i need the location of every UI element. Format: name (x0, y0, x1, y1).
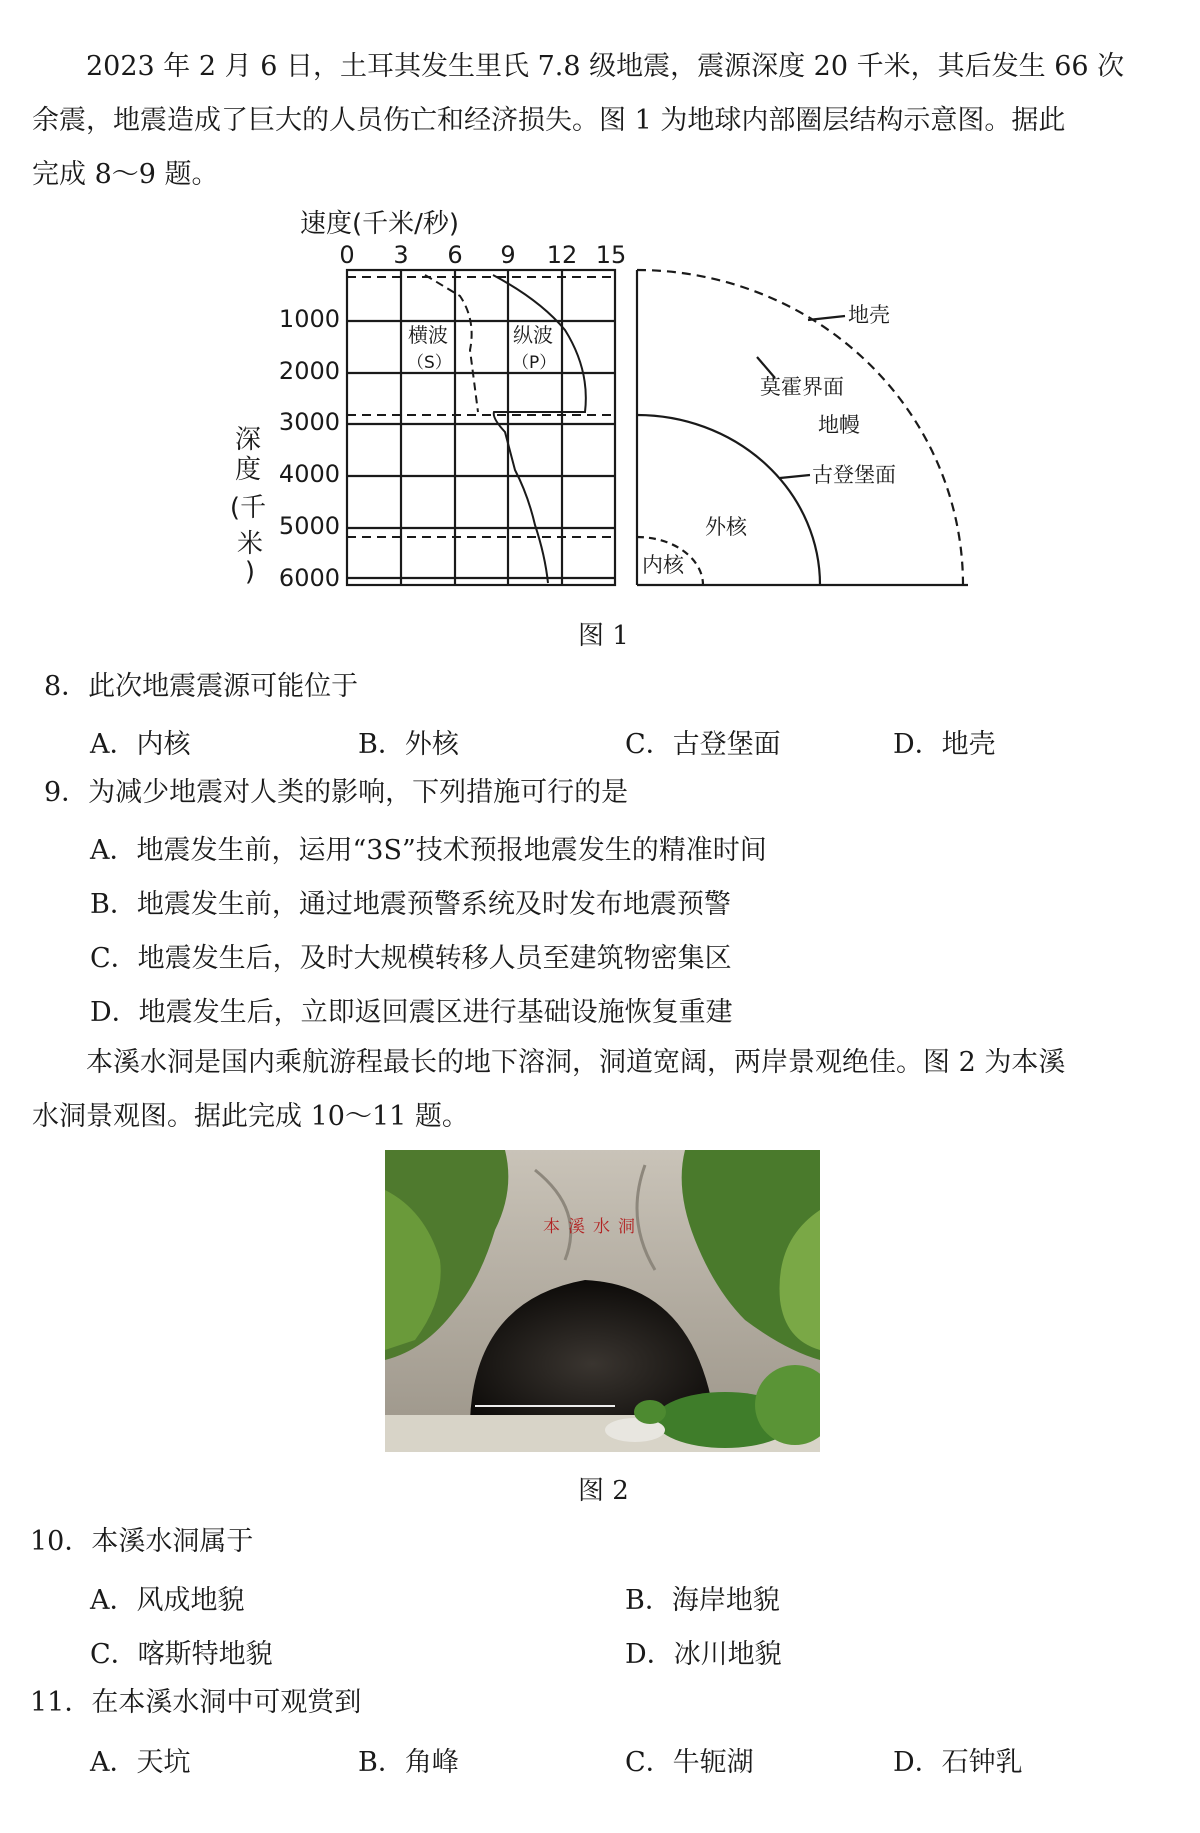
svg-text:深: 深 (234, 425, 262, 455)
q8-option-d[interactable]: D．地壳 (893, 729, 996, 760)
q11-option-d[interactable]: D．石钟乳 (893, 1747, 1023, 1778)
depth-tick: 1000 (278, 305, 340, 333)
speed-tick: 12 (546, 241, 578, 269)
depth-tick: 6000 (278, 564, 340, 592)
q11-option-b[interactable]: B．角峰 (358, 1747, 459, 1778)
intro-line-2: 余震，地震造成了巨大的人员伤亡和经济损失。图 1 为地球内部圈层结构示意图。据此 (32, 105, 1066, 136)
svg-text:): ) (244, 557, 256, 587)
p-wave-sub: （P） (512, 353, 557, 373)
crust-label: 地壳 (848, 303, 890, 327)
intro2-line-2: 水洞景观图。据此完成 10～11 题。 (32, 1101, 469, 1132)
speed-tick: 15 (595, 241, 627, 269)
q10-option-b[interactable]: B．海岸地貌 (625, 1585, 780, 1616)
depth-ticks (279, 305, 340, 592)
intro-line-1: 2023 年 2 月 6 日，土耳其发生里氏 7.8 级地震，震源深度 20 千米，其后发生 66 次 (86, 51, 1125, 82)
q10-option-c[interactable]: C．喀斯特地貌 (90, 1639, 273, 1670)
depth-tick: 4000 (278, 460, 340, 488)
earth-quarter-diagram (637, 270, 968, 585)
cave-sign-text: 本溪水洞 (543, 1217, 643, 1237)
q11-stem: 11．在本溪水洞中可观赏到 (30, 1687, 362, 1718)
q9-option-a[interactable]: A．地震发生前，运用“3S”技术预报地震发生的精准时间 (90, 835, 767, 866)
q11-option-c[interactable]: C．牛轭湖 (625, 1747, 754, 1778)
q10-stem: 10．本溪水洞属于 (30, 1526, 254, 1557)
speed-tick: 0 (339, 241, 355, 269)
figure-1-earth-structure (0, 0, 1200, 640)
speed-tick: 3 (393, 241, 409, 269)
depth-tick: 5000 (278, 512, 340, 540)
depth-tick: 3000 (278, 408, 340, 436)
svg-text:米: 米 (236, 529, 264, 559)
q10-option-d[interactable]: D．冰川地貌 (625, 1639, 782, 1670)
q9-option-b[interactable]: B．地震发生前，通过地震预警系统及时发布地震预警 (90, 889, 731, 920)
inner-core-label: 内核 (642, 553, 684, 577)
mantle-label: 地幔 (818, 413, 860, 437)
outer-core-label: 外核 (705, 515, 747, 539)
intro-line-3: 完成 8～9 题。 (32, 159, 219, 190)
figure-2-cave-photo (385, 1150, 820, 1452)
s-wave-label: 横波 (408, 323, 448, 347)
gutenberg-label: 古登堡面 (812, 463, 896, 487)
speed-axis-label: 速度(千米/秒) (300, 209, 460, 239)
q8-option-a[interactable]: A．内核 (90, 729, 191, 760)
q8-option-b[interactable]: B．外核 (358, 729, 459, 760)
intro2-line-1: 本溪水洞是国内乘航游程最长的地下溶洞，洞道宽阔，两岸景观绝佳。图 2 为本溪 (86, 1047, 1066, 1078)
q9-stem: 9．为减少地震对人类的影响，下列措施可行的是 (44, 777, 629, 808)
svg-text:度: 度 (234, 455, 262, 485)
moho-label: 莫霍界面 (760, 375, 844, 399)
speed-tick: 6 (447, 241, 463, 269)
boundary-dashes (347, 277, 615, 537)
q9-option-d[interactable]: D．地震发生后，立即返回震区进行基础设施恢复重建 (90, 997, 733, 1028)
depth-axis-label (230, 425, 266, 587)
q10-option-a[interactable]: A．风成地貌 (90, 1585, 245, 1616)
q8-stem: 8．此次地震震源可能位于 (44, 671, 359, 702)
figure-1-caption: 图 1 (578, 621, 629, 651)
p-wave-label: 纵波 (513, 323, 553, 347)
s-wave-sub: （S） (407, 353, 452, 373)
q9-option-c[interactable]: C．地震发生后，及时大规模转移人员至建筑物密集区 (90, 943, 732, 974)
svg-text:(千: (千 (229, 493, 267, 523)
q8-option-c[interactable]: C．古登堡面 (625, 729, 781, 760)
depth-tick: 2000 (278, 357, 340, 385)
q11-option-a[interactable]: A．天坑 (90, 1747, 191, 1778)
speed-tick: 9 (500, 241, 516, 269)
figure-2-caption: 图 2 (578, 1476, 629, 1506)
speed-ticks (339, 241, 626, 269)
